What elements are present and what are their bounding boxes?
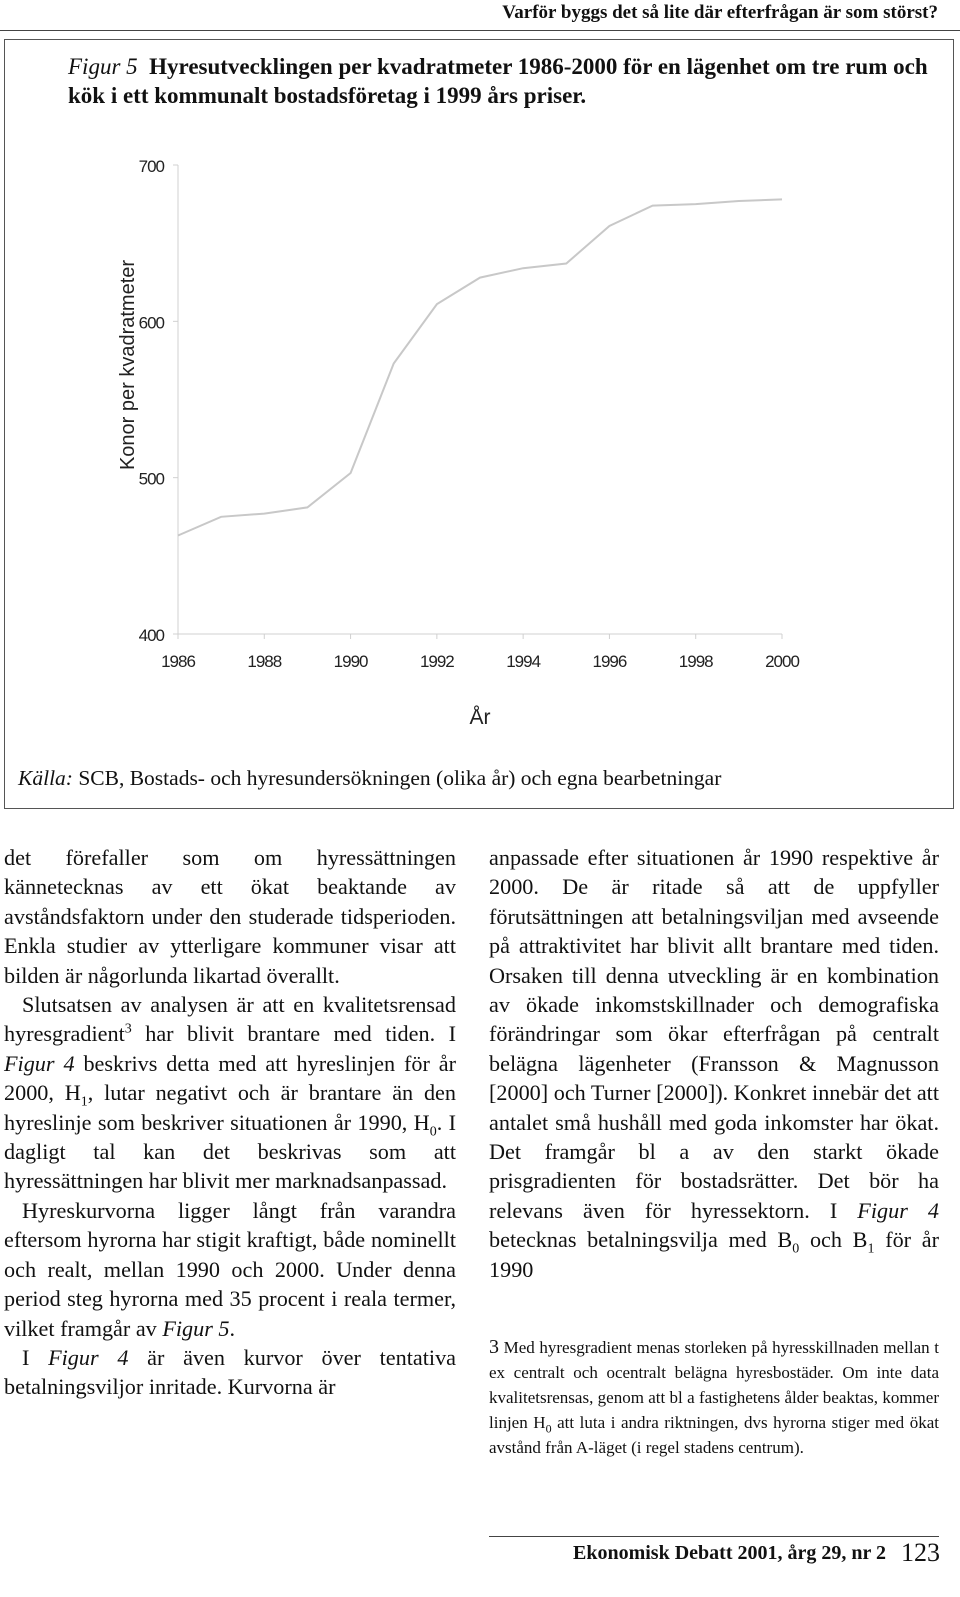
y-axis-label: Konor per kvadratmeter <box>117 259 139 471</box>
chart-axes <box>178 165 782 634</box>
figure-caption-text: Hyresutvecklingen per kvadratmeter 1986-2000 för en lägenhet om tre rum och kök i ett kommunalt bostadsföretag i 1999 års priser. <box>68 54 928 108</box>
x-axis-label: År <box>469 706 491 729</box>
x-tick-label: 2000 <box>765 652 799 671</box>
rent-chart <box>0 0 960 760</box>
footnote-number: 3 <box>489 1336 499 1358</box>
x-tick-label: 1998 <box>678 652 713 671</box>
paragraph-3: Hyreskurvorna ligger långt från varandra eftersom hyrorna har stigit kraftigt, både nominellt och realt, mellan 1990 och 2000. Under denna period steg hyrorna med 35 procent i reala termer, vilket framgår av Figur 5. <box>4 1197 456 1341</box>
x-tick-label: 1988 <box>247 652 282 671</box>
running-head: Varför byggs det så lite där efterfrågan är som störst? <box>502 2 938 23</box>
right-column <box>489 843 939 1284</box>
figure-label: Figur 5 <box>68 54 138 79</box>
page-number: 123 <box>901 1538 940 1567</box>
paragraph-1: det förefaller som om hyressättningen kännetecknas av ett ökat beaktande av avståndsfaktorn under den studerade tidsperioden. Enkla studier av ytterligare kommuner visar att bilden är någorlunda likartad överallt. <box>4 845 456 988</box>
y-tick-label: 600 <box>138 313 164 333</box>
x-tick-label: 1986 <box>161 652 195 671</box>
journal-citation: Ekonomisk Debatt 2001, årg 29, nr 2 <box>573 1542 886 1564</box>
y-tick-label: 400 <box>138 626 164 645</box>
rent-series-line <box>178 199 782 535</box>
paragraph-2: Slutsatsen av analysen är att en kvalitetsrensad hyresgradient$^3$ har blivit brantare med tiden. I Figur 4 beskrivs detta med att hyreslinjen för år 2000, $H_1$, lutar negativt och är brantare än den hyreslinje som beskriver situationen år 1990, $H_0$. I dagligt tal kan det beskrivas som att hyressättningen har blivit mer marknadsanpassad. <box>4 992 457 1194</box>
x-tick-label: 1996 <box>592 652 627 671</box>
y-tick-label: 700 <box>138 157 164 176</box>
figure-source <box>18 766 721 791</box>
footer-rule <box>489 1536 939 1537</box>
chart-lines <box>178 199 782 535</box>
x-tick-label: 1994 <box>506 652 541 671</box>
footnote-3: 3 Med hyresgradient menas storleken på hyresskillnaden mellan t ex centralt och ocentralt belägna hyresbostäder. Om inte data kvalitetsrensas, genom att bl a fastighetens ålder beaktas, kommer linjen $H_0$ att luta i andra riktningen, dvs hyrorna stiger med ökat avstånd från A-läget (i regel stadens centrum). <box>489 1336 940 1457</box>
source-label: Källa: <box>18 766 73 790</box>
left-column <box>4 843 456 1402</box>
paragraph-4: I Figur 4 är även kurvor över tentativa betalningsviljor inritade. Kurvorna är <box>4 1344 457 1400</box>
paragraph-5: anpassade efter situationen år 1990 respektive år 2000. De är ritade så att de uppfyller förutsättningen att betalningsviljan med avseende på attraktivitet har blivit allt brantare med tiden. Orsaken till denna utveckling är en kombination av ökade inkomstskillnader och demografiska förändringar som ökar efterfrågan på centralt belägna lägenheter (Fransson & Magnusson [2000] och Turner [2000]). Konkret innebär det att antalet små hushåll med goda inkomster har ökat. Det framgår bl a av den starkt ökade prisgradienten för bostadsrätter. Det bör ha relevans även för hyressektorn. I Figur 4 betecknas betalningsvilja med $B_0$ och $B_1$ för år 1990 <box>489 845 940 1282</box>
chart-ticks <box>139 157 800 671</box>
x-tick-label: 1992 <box>419 652 454 671</box>
source-text: SCB, Bostads- och hyresundersökningen (olika år) och egna bearbetningar <box>72 766 722 790</box>
x-tick-label: 1990 <box>333 652 368 671</box>
y-tick-label: 500 <box>138 469 164 489</box>
